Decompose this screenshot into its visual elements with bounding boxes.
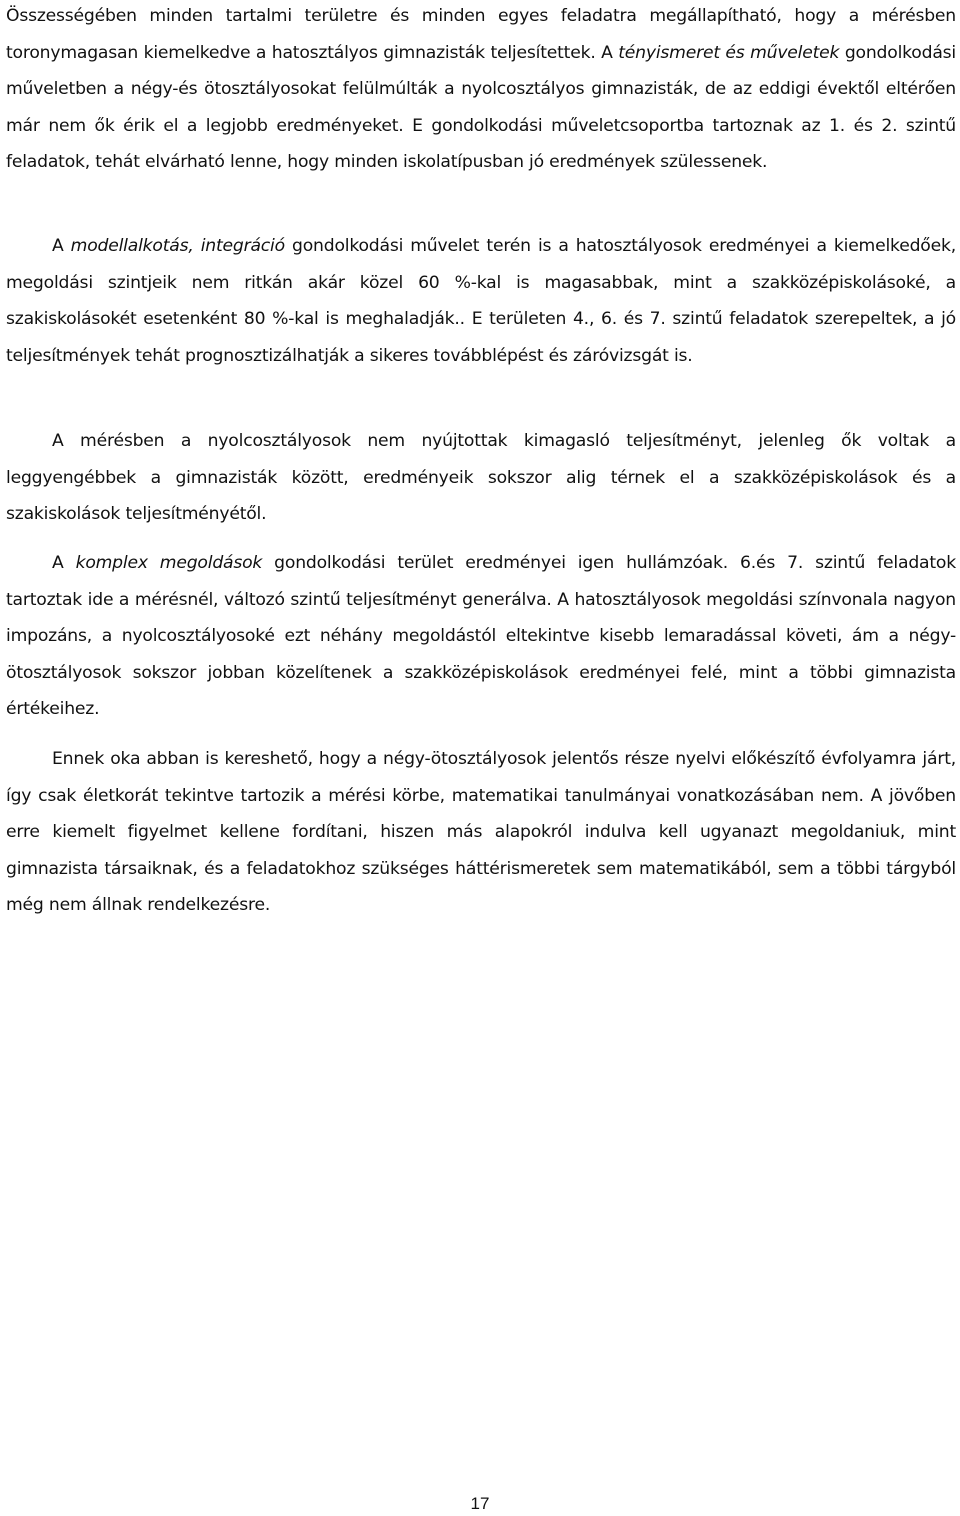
paragraph-2-italic-term: modellalkotás, integráció	[70, 236, 285, 256]
paragraph-2-text-2: gondolkodási művelet terén is a hatosztályosok eredményei a kiemelkedőek, megoldási szintjeik nem ritkán akár közel 60 %-kal is magasabbak, mint a szakközépiskolásoké, a szakiskolásokét esetenként 80 %-kal is meghaladják.. E területen 4., 6. és 7. szintű feladatok szerepeltek, a jó teljesítmények tehát prognosztizálhatják a sikeres továbblépést és záróvizsgát is.	[6, 236, 956, 366]
paragraph-2	[6, 228, 956, 374]
paragraph-1-text-1: Összességében minden tartalmi területre és minden egyes feladatra megállapítható, hogy a mérésben toronymagasan kiemelkedve a hatosztályos gimnazisták teljesítettek. A	[6, 6, 956, 63]
paragraph-1-text-2: gondolkodási műveletben a négy-és ötosztályosokat felülmúlták a nyolcosztályos gimnazisták, de az eddigi évektől eltérően már nem ők érik el a legjobb eredményeket. E gondolkodási műveletcsoportba tartoznak az 1. és 2. szintű feladatok, tehát elvárható lenne, hogy minden iskolatípusban jó eredmények szülessenek.	[6, 42, 956, 172]
paragraph-3-text-1: A mérésben a nyolcosztályosok nem nyújtottak kimagasló teljesítményt, jelenleg ők voltak a leggyengébbek a gimnazisták között, eredményeik sokszor alig térnek el a szakközépiskolások és a szakiskolások teljesítményétől.	[6, 431, 956, 524]
page-number: 17	[470, 1494, 490, 1513]
paragraph-3	[6, 423, 956, 533]
paragraph-1	[6, 0, 956, 181]
paragraph-5-text-1: Ennek oka abban is kereshető, hogy a négy-ötosztályosok jelentős része nyelvi előkészítő évfolyamra járt, így csak életkorát tekintve tartozik a mérési körbe, matematikai tanulmányai vonatkozásában nem. A jövőben erre kiemelt figyelmet kellene fordítani, hiszen más alapokról indulva kell ugyanazt megoldaniuk, mint gimnazista társaiknak, és a feladatokhoz szükséges háttérismeretek sem matematikából, sem a többi tárgyból még nem állnak rendelkezésre.	[6, 749, 956, 915]
paragraph-4-text-2: gondolkodási terület eredményei igen hullámzóak. 6.és 7. szintű feladatok tartoztak ide a mérésnél, változó szintű teljesítményt generálva. A hatosztályosok megoldási színvonala nagyon impozáns, a nyolcosztályosoké ezt néhány megoldástól eltekintve kisebb lemaradással követi, ám a négy-ötosztályosok sokszor jobban közelítenek a szakközépiskolások eredményei felé, mint a többi gimnazista értékeihez.	[6, 553, 956, 719]
paragraph-2-text-1: A	[52, 236, 71, 256]
paragraph-4-text-1: A	[52, 553, 76, 573]
paragraph-5	[6, 741, 956, 924]
paragraph-4	[6, 545, 956, 728]
paragraph-4-italic-term: komplex megoldások	[75, 553, 263, 573]
paragraph-1-italic-term: tényismeret és műveletek	[618, 42, 840, 63]
